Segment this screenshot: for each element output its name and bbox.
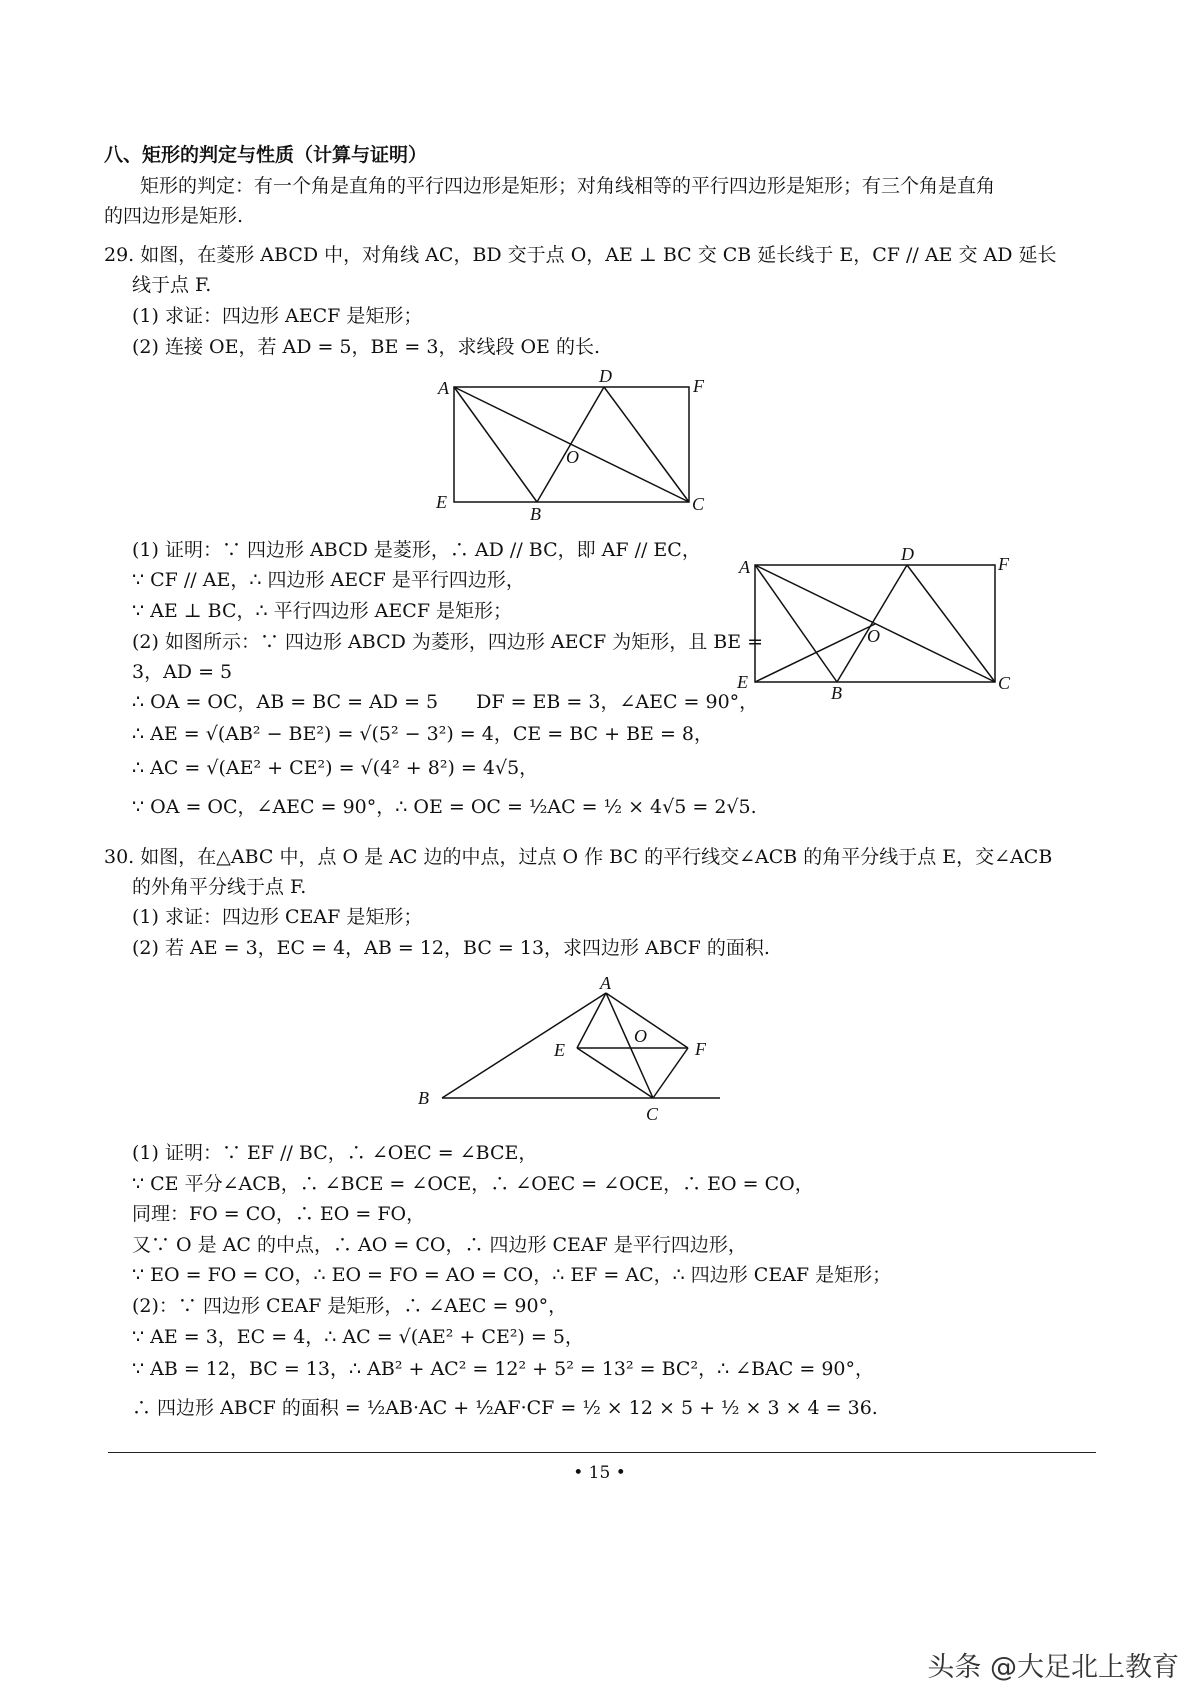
q30-sol-line-3: 同理：FO = CO，∴ EO = FO， bbox=[132, 1203, 426, 1225]
q30-sol-line-6: (2)：∵ 四边形 CEAF 是矩形，∴ ∠AEC = 90°， bbox=[132, 1295, 568, 1317]
q30-part-1: (1) 求证：四边形 CEAF 是矩形； bbox=[132, 906, 423, 928]
q29-fig2-label-B: B bbox=[831, 683, 842, 703]
q29-fig2-label-O: O bbox=[867, 626, 880, 646]
q29-figure-solution bbox=[735, 540, 1025, 705]
q29-stem-1: 29. 如图，在菱形 ABCD 中，对角线 AC，BD 交于点 O，AE ⊥ BC 交 CB 延长线于 E，CF // AE 交 AD 延长 bbox=[104, 244, 1057, 266]
q29-fig-label-E: E bbox=[436, 492, 447, 512]
q29-fig-label-A: A bbox=[438, 378, 449, 398]
q29-sol-line-9: ∵ OA = OC，∠AEC = 90°，∴ OE = OC = ½AC = ½ × 4√5 = 2√5. bbox=[132, 796, 757, 818]
q30-sol-line-2: ∵ CE 平分∠ACB，∴ ∠BCE = ∠OCE，∴ ∠OEC = ∠OCE，∴ EO = CO， bbox=[132, 1173, 814, 1195]
q29-sol-line-1: (1) 证明：∵ 四边形 ABCD 是菱形，∴ AD // BC，即 AF // EC， bbox=[132, 539, 701, 561]
watermark-text: 头条 @大足北上教育 bbox=[927, 1652, 1179, 1683]
q29-stem-2: 线于点 F. bbox=[132, 274, 212, 296]
q29-fig-label-O: O bbox=[566, 447, 579, 467]
q30-stem-2: 的外角平分线于点 F. bbox=[132, 876, 307, 898]
q29-fig-label-C: C bbox=[692, 494, 705, 514]
q30-stem-1: 30. 如图，在△ABC 中，点 O 是 AC 边的中点，过点 O 作 BC 的平行线交∠ACB 的角平分线于点 E，交∠ACB bbox=[104, 846, 1053, 868]
page-number: • 15 • bbox=[573, 1463, 626, 1483]
q30-fig-label-F: F bbox=[695, 1039, 706, 1059]
q29-figure-main bbox=[430, 360, 730, 530]
q30-sol-line-5: ∵ EO = FO = CO，∴ EO = FO = AO = CO，∴ EF = AC，∴ 四边形 CEAF 是矩形； bbox=[132, 1264, 892, 1286]
footer-rule bbox=[108, 1452, 1096, 1453]
q29-sol-line-7: ∴ AE = √(AB² − BE²) = √(5² − 3²) = 4，CE = BC + BE = 8， bbox=[132, 723, 714, 745]
q29-fig-label-D: D bbox=[599, 366, 612, 386]
q30-fig-label-A: A bbox=[600, 973, 611, 993]
q30-fig-label-C: C bbox=[646, 1104, 659, 1124]
q29-fig2-label-E: E bbox=[737, 672, 748, 692]
q30-sol-line-8: ∵ AB = 12，BC = 13，∴ AB² + AC² = 12² + 5² = 13² = BC²，∴ ∠BAC = 90°， bbox=[132, 1358, 875, 1380]
section-heading: 八、矩形的判定与性质（计算与证明） bbox=[104, 144, 428, 166]
intro-line-1: 矩形的判定：有一个角是直角的平行四边形是矩形；对角线相等的平行四边形是矩形；有三个角是直角 bbox=[140, 175, 996, 197]
q29-sol-line-3: ∵ AE ⊥ BC，∴ 平行四边形 AECF 是矩形； bbox=[132, 600, 513, 622]
q30-fig-label-O: O bbox=[634, 1026, 647, 1046]
intro-line-2: 的四边形是矩形. bbox=[104, 205, 244, 227]
q29-fig2-label-C: C bbox=[998, 673, 1011, 693]
q30-sol-line-4: 又∵ O 是 AC 的中点，∴ AO = CO，∴ 四边形 CEAF 是平行四边形， bbox=[132, 1234, 747, 1256]
q30-sol-line-9: ∴ 四边形 ABCF 的面积 = ½AB·AC + ½AF·CF = ½ × 12 × 5 + ½ × 3 × 4 = 36. bbox=[132, 1397, 878, 1419]
q30-part-2: (2) 若 AE = 3，EC = 4，AB = 12，BC = 13，求四边形 ABCF 的面积. bbox=[132, 937, 770, 959]
q29-part-1: (1) 求证：四边形 AECF 是矩形； bbox=[132, 305, 423, 327]
q29-fig2-label-D: D bbox=[901, 544, 914, 564]
q30-fig-label-B: B bbox=[418, 1088, 429, 1108]
q29-sol-line-2: ∵ CF // AE，∴ 四边形 AECF 是平行四边形， bbox=[132, 569, 525, 591]
q29-fig2-label-F: F bbox=[998, 554, 1009, 574]
q29-fig2-label-A: A bbox=[739, 557, 750, 577]
q30-fig-label-E: E bbox=[554, 1040, 565, 1060]
q29-sol-line-8: ∴ AC = √(AE² + CE²) = √(4² + 8²) = 4√5， bbox=[132, 757, 539, 779]
q29-fig-label-B: B bbox=[530, 504, 541, 524]
q30-sol-line-7: ∵ AE = 3，EC = 4，∴ AC = √(AE² + CE²) = 5， bbox=[132, 1326, 584, 1348]
q29-part-2: (2) 连接 OE，若 AD = 5，BE = 3，求线段 OE 的长. bbox=[132, 336, 601, 358]
q29-sol-line-6: ∴ OA = OC，AB = BC = AD = 5 DF = EB = 3，∠AEC = 90°， bbox=[132, 691, 759, 713]
q29-sol-line-5: 3，AD = 5 bbox=[132, 661, 233, 683]
q29-sol-line-4: (2) 如图所示：∵ 四边形 ABCD 为菱形，四边形 AECF 为矩形，且 BE = bbox=[132, 631, 764, 653]
q29-fig-label-F: F bbox=[693, 376, 704, 396]
q30-sol-line-1: (1) 证明：∵ EF // BC，∴ ∠OEC = ∠BCE， bbox=[132, 1142, 538, 1164]
q30-figure bbox=[410, 965, 740, 1130]
